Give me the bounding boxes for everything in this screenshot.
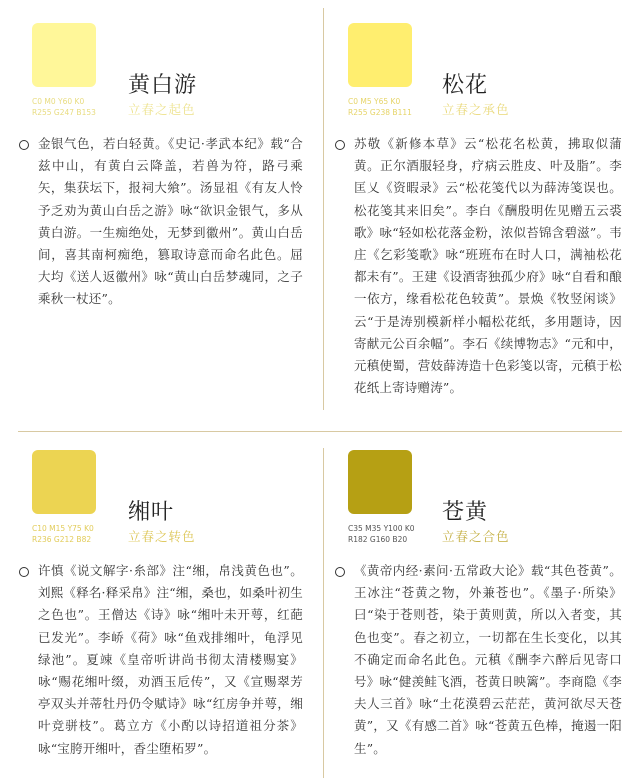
color-card-huangbaiyou	[0, 0, 310, 420]
color-description: 《黄帝内经·素问·五常政大论》载“其色苍黄”。王冰注“苍黄之物，外兼苍也”。《墨子·所染》曰“染于苍则苍，染于黄则黄，所以入者变，其色也变”。春之初立，一切都在生长变化，以其不确定而命名此色。元稹《酬李六醉后见寄口号》咏“健羡鲑飞酒，苍黄日映篱”。李商隐《李夫人三首》咏“土花漠碧云茫茫，黄河欲尽天苍黄”，又《有感二首》咏“苍黄五色棒，掩遏一阳生”。	[354, 563, 622, 756]
solar-term-tag: 立春之承色	[442, 102, 510, 117]
color-swatch	[348, 450, 412, 514]
color-name: 松花	[442, 73, 489, 98]
color-card-canghuang	[320, 440, 630, 780]
color-rgb: R182 G160 B20	[348, 535, 408, 544]
color-card-songhua	[320, 0, 630, 420]
solar-term-tag: 立春之转色	[128, 529, 196, 544]
color-description: 许慎《说文解字·糸部》注“缃，帛浅黄色也”。刘熙《释名·释采帛》注“缃，桑也，如桑叶初生之色也”。王僧达《诗》咏“缃叶未开萼，红葩已发光”。李峤《荷》咏“鱼戏排缃叶，龟浮见绿池”。夏竦《皇帝听讲尚书彻太清楼赐宴》咏“赐花缃叶缀，劝酒玉卮传”，又《宣赐翠芳亭双头并蒂牡丹仍令赋诗》咏“红房争并萼，缃叶竞骈枝”。葛立方《小酌以诗招道祖分茶》咏“宝胯开缃叶，香尘堕柘罗”。	[38, 563, 303, 756]
solar-term-tag: 立春之合色	[442, 529, 510, 544]
color-description: 苏敬《新修本草》云“松花名松黄，拂取似蒲黄。正尔酒服轻身，疗病云胜皮、叶及脂”。李匡乂《资暇录》云“松花笺代以为薛涛笺误也。松花笺其来旧矣”。李白《酬殷明佐见赠五云裘歌》咏“轻如松花落金粉，浓似苔锦含碧滋”。韦庄《乞彩笺歌》咏“班班布在时人口，满袖松花都未有”。王建《设酒寄独孤少府》咏“自看和酿一依方，缘看松花色较黄”。景焕《牧竖闲谈》云“于是涛别模新样小幅松花纸，多用题诗，因寄献元公百余幅”。李石《续博物志》“元和中，元稹使蜀，营妓薛涛造十色彩笺以寄，元稹于松花纸上寄诗赠涛”。	[354, 136, 622, 396]
solar-term-tag: 立春之起色	[128, 102, 196, 117]
color-cmyk: C0 M0 Y60 K0	[32, 97, 85, 106]
color-name: 黄白游	[128, 73, 198, 98]
color-cmyk: C10 M15 Y75 K0	[32, 524, 94, 533]
color-card-xiangye	[0, 440, 310, 780]
bullet-circle-icon	[19, 140, 29, 150]
color-rgb: R255 G247 B153	[32, 108, 96, 117]
color-rgb: R255 G238 B111	[348, 108, 412, 117]
bullet-circle-icon	[335, 140, 345, 150]
color-cmyk: C0 M5 Y65 K0	[348, 97, 401, 106]
color-description: 金银气色，若白轻黄。《史记·孝武本纪》载“合兹中山，有黄白云降盖，若兽为符，路弓乘矢，集获坛下，报祠大飨”。汤显祖《有友人怜予乏劝为黄山白岳之游》咏“欲识金银气，多从黄白游。一生痴绝处，无梦到徽州”。黄山白岳间，喜其南柯痴绝，篡取诗意而命名此色。屈大均《送人返徽州》咏“黄山白岳梦魂同，之子乘秋一杖还”。	[38, 136, 303, 307]
color-swatch	[348, 23, 412, 87]
color-name: 缃叶	[128, 500, 175, 525]
color-swatch	[32, 23, 96, 87]
horizontal-divider	[18, 431, 622, 432]
color-cmyk: C35 M35 Y100 K0	[348, 524, 415, 533]
color-swatch	[32, 450, 96, 514]
color-name: 苍黄	[442, 500, 489, 525]
bullet-circle-icon	[19, 567, 29, 577]
color-rgb: R236 G212 B82	[32, 535, 92, 544]
bullet-circle-icon	[335, 567, 345, 577]
